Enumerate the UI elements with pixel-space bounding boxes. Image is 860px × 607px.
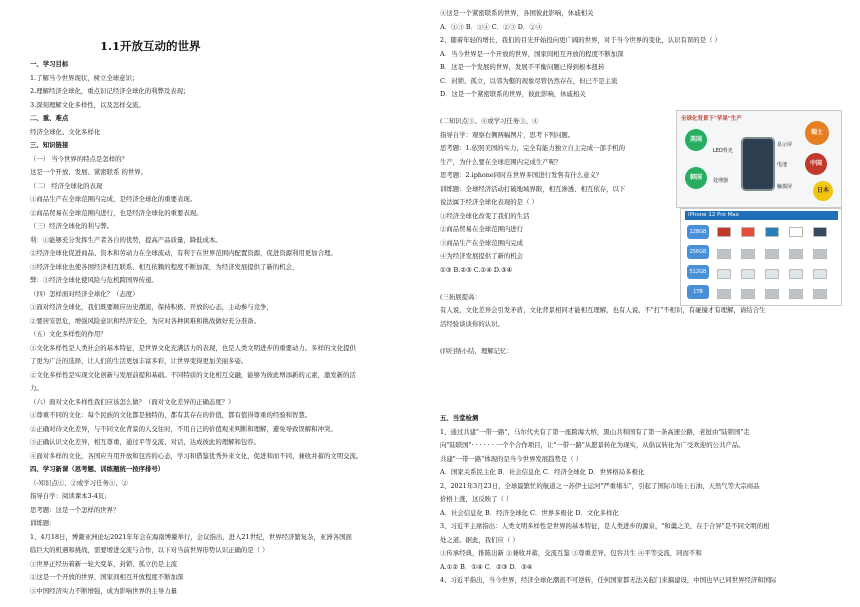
- part-touch: 触摸屏: [777, 184, 793, 190]
- text-line: 共建"一带一路"体现的是当今世界发展趋势是（ ）: [440, 454, 583, 463]
- text-line: （-知识点①、②或学习任务①、②: [30, 478, 129, 487]
- text-line: 向"陆联国"· · · · · · 一个个合作项目，让"一带一路"从愿景转化为现实，从倡议转化为广受欢迎的公共产品。: [440, 441, 745, 449]
- badge-korea: 韩国: [685, 167, 707, 189]
- text-line: ①文化多样性是人类社会的基本特征，是世界文化充满活力的表现，也是人类文明进步的重要动力。多样的文化提供: [30, 343, 356, 352]
- text-line: 处之道。据此，我们应（ ）: [440, 535, 519, 544]
- part-battery: 电池: [777, 162, 788, 168]
- figure2-title: iPhone 12 Pro Max: [685, 211, 838, 220]
- text-line: （五）文化多样性的作用？: [30, 330, 107, 338]
- text-line: （一） 当今世界的特点是怎样的？: [30, 154, 128, 163]
- text-line: ③经济全球化也使各国经济相互联系、相互依赖的程度不断加深，为经济发展提供了新的机会，: [30, 262, 299, 271]
- text-line: ②经济全球化促进商品、资本和劳动力在全球流动，有利于在世界范围内配置资源，促进资源利用更加合理。: [30, 249, 337, 257]
- text-line: 2、随着年轻的增长，我们的目光开始投向更广阔的世界，对于当今世界的变化，认识有误的是（ ）: [440, 36, 721, 44]
- text-line: A．国家关系民主化 B．社会信息化 C．经济全球化 D．世界格局多极化: [440, 468, 645, 476]
- text-line: A．①③ B．①④ C．②③ D．②④: [440, 22, 543, 31]
- phone-illustration: [741, 137, 775, 191]
- text-line: ②商品贸易在全球范围内进行: [440, 225, 524, 233]
- text-line: 思考题：这是一个怎样的世界？: [30, 505, 120, 514]
- badge-china: 中国: [805, 153, 827, 175]
- text-line: 4、习近平指出，当今世界，经济全球化潮流不可逆转，任何国家都无法关起门来搞建设，中国也早已同世界经济和国际: [440, 576, 777, 584]
- text-line: ②文化多样性是实现文化创新与发展前提和基础。不同特质的文化相互交融，能够为彼此增添新的元素，激发新的活: [30, 370, 356, 379]
- part-processor: 处理器: [713, 178, 729, 184]
- text-line: 三、知识链接: [30, 141, 69, 149]
- text-line: 价格上涨，这反映了（ ）: [440, 495, 513, 503]
- text-line: D．这是一个紧密联系的世界，彼此影响，休戚相关: [440, 90, 586, 98]
- price-cell: [741, 289, 755, 299]
- text-line: ①传承经典，推陈出新 ②兼收并蓄，交流互鉴 ③尊重差异，包容共生 ④平等交流，同而不和: [440, 549, 702, 557]
- price-cell: [741, 269, 755, 279]
- price-cell: [813, 249, 827, 259]
- text-line: 经济全球化、文化多样化: [30, 127, 101, 136]
- text-line: 五、当堂检测: [440, 414, 479, 422]
- text-line: 说法属于经济全球化表现的是（ ）: [440, 198, 538, 206]
- text-line: 临巨大的机遇和挑战，需要增进交流与合作，以下对当前世界形势认识正确的是（ ）: [30, 546, 269, 554]
- text-line: 力。: [30, 384, 43, 392]
- text-line: 1、通过共建"一带一路"，马尔代夫有了第一座跨海大桥，黑山共和国有了第一条高速公路，老挝由"陆锁国"走: [440, 427, 750, 436]
- price-cell: [813, 289, 827, 299]
- text-line: 有人说，文化差异会引发矛盾，文化背景相同才能相互理解，也有人说，不"打"不相识，有碰撞才有理解，请结合生: [440, 306, 766, 314]
- cap-1tb: 1TB: [687, 285, 709, 299]
- price-cell: [765, 289, 779, 299]
- cap-256: 256GB: [687, 245, 709, 259]
- text-line: ④面对多样的文化，各国应当用开放和包容的心态，学习和借鉴优秀外来文化，促进和而不同、兼收并蓄的文明交流。: [30, 451, 363, 460]
- text-line: 1.了解当今世界现状，树立全球意识；: [30, 73, 139, 82]
- badge-japan: 日本: [813, 181, 833, 201]
- text-line: 生产，为什么要在全球范围内完成生产呢？: [440, 157, 562, 166]
- flag-usa: [765, 227, 779, 237]
- price-cell: [789, 249, 803, 259]
- badge-usa: 美国: [685, 129, 707, 151]
- text-line: ②这是一个开放的世界，国家间相互开放程度不断加深: [30, 573, 184, 581]
- text-line: ③商品生产在全球范围内完成: [440, 238, 524, 247]
- text-line: 二、重、难点: [30, 114, 69, 122]
- text-line: 思考题：2.iphone同时在世界多国进行发售有什么意义？: [440, 171, 603, 179]
- text-line: (三拓展提高：: [440, 292, 481, 301]
- price-cell: [717, 269, 731, 279]
- text-line: 指导自学：观察右侧两幅图片，思考下列问题。: [440, 130, 575, 139]
- text-line: 思考题：1.依照美国的实力，完全有能力独立自主完成一部手机的: [440, 144, 626, 152]
- text-line: ②商品贸易在全球范围内进行，也是经济全球化的重要表现。: [30, 208, 203, 217]
- part-led: LED背光: [713, 148, 733, 154]
- flag-china: [717, 227, 731, 237]
- text-line: A．社会信息化 B．经济全球化 C．世界多极化 D．文化多样化: [440, 508, 619, 517]
- text-line: ②要居安思危，增强风险意识和经济安全，为应对各种困难和挑战做好充分准备。: [30, 316, 261, 325]
- text-line: ②正确对待文化差异，与不同文化背景的人交往时，不用自己的价值观来判断和理解，避免导致误解和冲突。: [30, 424, 337, 433]
- price-cell: [765, 249, 779, 259]
- text-line: A.①② B．①④ C．②③ D．③④: [440, 562, 533, 571]
- text-line: ③正确认识文化差异，相互尊重，通过平等交流、对话，达成彼此的理解和包容。: [30, 438, 261, 446]
- text-line: ①尊重不同的文化：每个民族的文化都是独特的，都有其存在的价值，都有值得尊重的经验和智慧。: [30, 411, 312, 419]
- figure1-title: 全球化背景下"苹果"生产: [681, 116, 742, 122]
- text-line: 2、2021年3月23日，全球最繁忙的航道之一苏伊士运河"严重堵车"，引起了国际市场上石油、天然气等大宗商品: [440, 481, 760, 490]
- text-line: （六）面对文化多样性我们应该怎么做？（面对文化差异的正确态度？）: [30, 397, 235, 406]
- apple-production-figure: [676, 110, 842, 208]
- text-line: (四归纳小结，理解记忆：: [440, 346, 513, 355]
- text-line: 了更为广泛的选择，让人们的生活更加丰富多彩，让世界变得更加美丽多姿。: [30, 357, 248, 365]
- text-line: 活经验谈谈你的认识。: [440, 319, 504, 328]
- text-line: A．当今世界是一个开放的世界，国家间相互开放的程度不断加深: [440, 49, 624, 58]
- flag-hk: [741, 227, 755, 237]
- text-line: （二） 经济全球化的表现: [30, 181, 103, 190]
- text-line: B．这是一个发展的世界，发展不平衡问题已得到根本扭转: [440, 63, 605, 71]
- part-display: 显示屏: [777, 142, 793, 148]
- text-line: C．封锁、孤立，以邻为壑的现象尽管仍然存在，但已不是主流: [440, 76, 618, 85]
- price-cell: [717, 249, 731, 259]
- text-line: ①经济全球化改变了我们的生活: [440, 211, 530, 220]
- text-line: (二知识点③、④或学习任务③、④: [440, 117, 539, 125]
- price-cell: [741, 249, 755, 259]
- text-line: （四）怎样面对经济全球化？（态度）: [30, 289, 139, 298]
- text-line: （三）经济全球化的利与弊。: [30, 222, 114, 230]
- price-cell: [789, 269, 803, 279]
- text-line: 2.理解经济全球化，重点识记经济全球化的利弊及表现；: [30, 87, 190, 95]
- price-cell: [813, 269, 827, 279]
- text-line: ①③ B.②③ C.①④ D.③④: [440, 265, 513, 274]
- text-line: 这是一个开放、发展、紧密联系 的世界。: [30, 168, 148, 176]
- flag-japan: [789, 227, 803, 237]
- text-line: ①世界正经历着新一轮大变革，封锁、孤立仍是主流: [30, 559, 177, 568]
- badge-swiss: 瑞士: [805, 121, 829, 145]
- text-line: 弊：③经济全球化使风险与危机跨国界传递。: [30, 276, 158, 284]
- text-line: ①面对经济全球化，我们既要顺应历史潮流，保持积极、开放的心态，主动参与竞争，: [30, 303, 273, 311]
- text-line: 指导自学：阅读课本3-4页；: [30, 492, 111, 500]
- text-line: ④为经济发展提供了新的机会: [440, 252, 524, 260]
- price-cell: [717, 289, 731, 299]
- cap-128: 128GB: [687, 225, 709, 239]
- price-cell: [789, 289, 803, 299]
- iphone-price-figure: [680, 208, 842, 306]
- text-line: ③中国经济实力不断增强，成为影响世界的主导力量: [30, 586, 177, 595]
- text-line: 四、学习新课（思考题、训练题统一按序排号）: [30, 465, 165, 473]
- text-line: ④这是一个紧密联系的世界，各国彼此影响，休戚相关: [440, 9, 594, 17]
- text-line: 1、4月18日，博鳌亚洲论坛2021年年会在海南博鳌举行，会议指出，进入21世纪，世界经济繁复杂，亚洲各国面: [30, 532, 352, 541]
- cap-512: 512GB: [687, 265, 709, 279]
- text-line: 利：①能够充分发挥生产者各自的优势，提高产品质量，降低成本。: [30, 235, 222, 244]
- text-line: ①商品生产在全球范围内完成，是经济全球化的重要表现。: [30, 195, 197, 203]
- text-line: 3.深刻理解文化多样性，以及怎样交流。: [30, 100, 145, 109]
- price-cell: [765, 269, 779, 279]
- text-line: 一、学习目标: [30, 60, 69, 68]
- page-title: 1.1开放互动的世界: [100, 39, 201, 53]
- text-line: 训练题：: [30, 519, 56, 527]
- text-line: 训练题：全球经济活动打破地域界限，相互渗透、相互依存，以下: [440, 184, 626, 193]
- flag-uk: [813, 227, 827, 237]
- text-line: 3、习近平主席指出：人类文明多样性是世界的基本特征，是人类进步的源泉，"和羹之美，在于合异"是不同文明的相: [440, 522, 770, 530]
